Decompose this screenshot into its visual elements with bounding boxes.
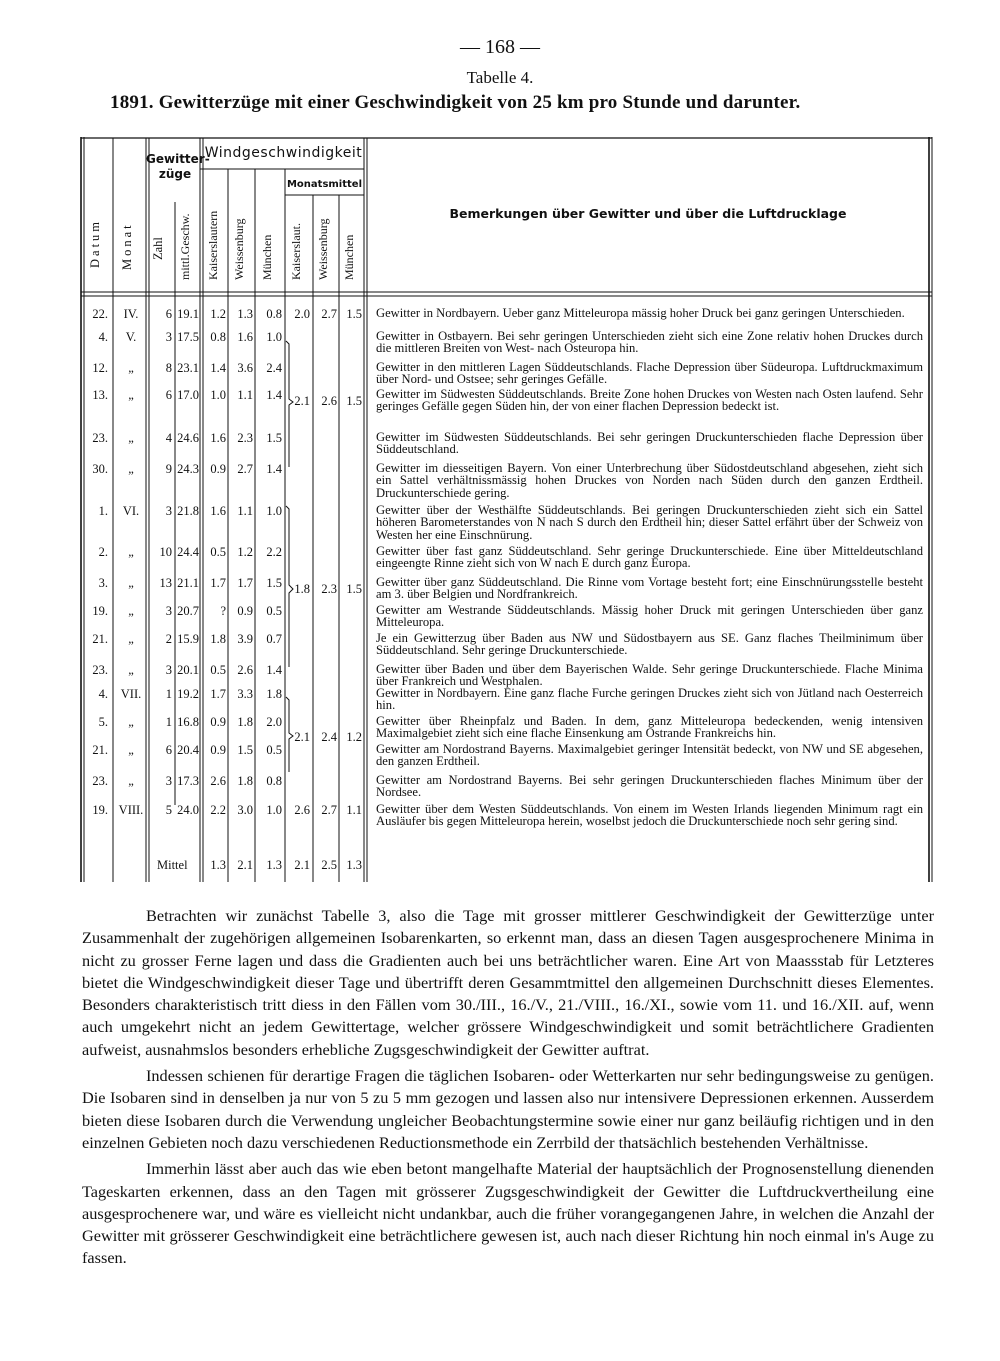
paragraph: Immerhin lässt aber auch das wie eben betont mangelhafte Material der hauptsächlich der Prognosenstellung dienenden Tageskarten erkennen, dass an den Tagen mit grösserer Zugsgeschwindigkeit der Gewitter die Luftdruckvertheilung eine ausgesprochenere war, und wäre es vielleicht nicht undankbar, auch die früher vorangegangenen Jahre, in welchen die Anzahl der Gewitter mit grösserer Geschwindigkeit eine beträchtlichere gewesen ist, auch nach dieser Richtung hin noch einmal in's Auge zu fassen.	[82, 1159, 934, 1268]
cell-remark: Gewitter im diesseitigen Bayern. Von einer Unterbrechung über Südostdeutschland abgesehen, zieht sich ein Sattel verhältnissmässig hohen Druckes von Norden nach Süden durch den ganzen Erdtheil. Druckunterschiede gering.	[376, 461, 923, 500]
mean-weissenburg: 2.7	[321, 803, 337, 817]
cell-monat: IV.	[123, 307, 139, 321]
cell-geschw: 20.1	[177, 663, 199, 677]
cell-kaiserslautern: 1.8	[210, 632, 226, 646]
cell-datum: 19.	[92, 604, 108, 618]
cell-kaiserslautern: 1.7	[210, 576, 226, 590]
mean-kaiserslaut: 1.8	[294, 582, 310, 596]
cell-monat: „	[128, 604, 134, 618]
cell-monat: „	[128, 361, 134, 375]
cell-kaiserslautern: 1.7	[210, 687, 226, 701]
cell-datum: 3.	[98, 576, 108, 590]
cell-remark: Gewitter in den mittleren Lagen Süddeutschlands. Flache Depression über Südeuropa. Luftdruckmaximum über Nord- und Ostsee; sehr geringes Gefälle.	[376, 360, 923, 387]
cell-datum: 1.	[98, 504, 108, 518]
cell-weissenburg: 0.9	[237, 604, 253, 618]
cell-geschw: 20.4	[177, 743, 199, 757]
cell-weissenburg: 3.9	[237, 632, 253, 646]
cell-muenchen: 1.4	[266, 388, 282, 402]
mean-kaiserslaut: 2.1	[294, 394, 310, 408]
cell-muenchen: 2.2	[266, 545, 282, 559]
cell-zahl: 3	[165, 330, 172, 344]
cell-datum: 21.	[92, 743, 108, 757]
cell-zahl: 9	[165, 462, 172, 476]
header-kaiserslautern: Kaiserslautern	[206, 210, 220, 280]
header-windgeschwindigkeit: Windgeschwindigkeit	[204, 145, 363, 161]
cell-kaiserslautern: 1.0	[210, 388, 226, 402]
mean-muenchen: 1.5	[346, 307, 362, 321]
cell-weissenburg: 1.1	[237, 504, 253, 518]
cell-zahl: 2	[165, 632, 172, 646]
header-gewitterzuege: Gewitter-züge	[146, 152, 210, 181]
cell-datum: 12.	[92, 361, 108, 375]
cell-monat: „	[128, 743, 134, 757]
cell-remark: Gewitter in Nordbayern. Ueber ganz Mitteleuropa mässig hoher Druck bei ganz geringen Unterschieden.	[376, 306, 905, 320]
header-weissenburg-2: Weissenburg	[316, 218, 330, 280]
cell-remark: Gewitter im Südwesten Süddeutschlands. Bei sehr geringen Druckunterschieden flache Depression über Süddeutschland.	[376, 430, 923, 457]
cell-zahl: 1	[165, 687, 172, 701]
cell-zahl: 10	[159, 545, 172, 559]
mean-muenchen: 1.5	[346, 582, 362, 596]
cell-remark: Gewitter über ganz Süddeutschland. Die Rinne vom Vortage besteht fort; eine Einschnürungsstelle besteht am 3. über Belgien und Nordfrankreich.	[376, 575, 923, 602]
header-bemerkungen: Bemerkungen über Gewitter und über die Luftdrucklage	[449, 206, 847, 221]
cell-weissenburg: 1.8	[237, 774, 253, 788]
mean-kaiserslaut: 2.6	[294, 803, 310, 817]
cell-monat: „	[128, 431, 134, 445]
cell-datum: 30.	[92, 462, 108, 476]
cell-zahl: 6	[165, 388, 172, 402]
cell-geschw: 19.1	[177, 307, 199, 321]
cell-weissenburg: 3.0	[237, 803, 253, 817]
cell-datum: 4.	[98, 330, 108, 344]
cell-geschw: 17.3	[177, 774, 199, 788]
cell-geschw: 24.0	[177, 803, 199, 817]
cell-kaiserslautern: 1.4	[210, 361, 226, 375]
cell-muenchen: 1.4	[266, 462, 282, 476]
mean-kaiserslaut: 2.1	[294, 730, 310, 744]
cell-monat: VI.	[122, 504, 140, 518]
cell-weissenburg: 3.3	[237, 687, 253, 701]
cell-zahl: 8	[165, 361, 172, 375]
header-kaiserslaut: Kaiserslaut.	[289, 223, 303, 280]
cell-kaiserslautern: 1.2	[210, 307, 226, 321]
body-text	[82, 905, 934, 1270]
cell-remark: Gewitter am Nordostrand Bayerns. Maximalgebiet geringer Intensität bedeckt, von NW und SE abgesehen, den ganzen Erdtheil.	[376, 742, 923, 769]
cell-weissenburg: 1.5	[237, 743, 253, 757]
paragraph: Betrachten wir zunächst Tabelle 3, also die Tage mit grosser mittlerer Geschwindigkeit der Gewitterzüge unter Zusammenhalt der zugehörigen allgemeinen Isobarenkarten, so erkennt man, dass an diesen Tagen ausgesprochenere Minima in nicht zu grosser Ferne lagen und dass die Gradienten auch bei uns beträchtlicher waren. Eine Art von Maassstab für Letzteres bietet die Windgeschwindigkeit dieser Tage und übertrifft deren Gesammtmittel den allgemeinen Durchschnitt dieses Elementes. Besonders charakteristisch tritt diess in den Fällen vom 30./III., 16./V., 21./VIII., 16./XI., sowie vom 11. und 16./XII. auf, wenn auch umgekehrt nicht an jedem Gewittertage, welcher grössere Windgeschwindigkeit und somit beträchtlichere Gradienten aufweist, ausnahmslos besonders erhebliche Zugsgeschwindigkeit der Gewitter auftrat.	[82, 906, 934, 1059]
cell-geschw: 17.5	[177, 330, 199, 344]
cell-kaiserslautern: 0.5	[210, 545, 226, 559]
cell-monat: „	[128, 576, 134, 590]
mittel-w: 2.1	[237, 858, 253, 872]
cell-geschw: 19.2	[177, 687, 199, 701]
cell-kaiserslautern: 2.2	[210, 803, 226, 817]
cell-remark: Gewitter über dem Westen Süddeutschlands. Von einem im Westen Irlands liegenden Minimum ragt ein Ausläufer bis gegen Mitteleuropa herein, woselbst jedoch die Druckunterschiede noch sehr gering sind.	[376, 802, 923, 829]
cell-muenchen: 1.5	[266, 576, 282, 590]
cell-weissenburg: 1.3	[237, 307, 253, 321]
cell-monat: VII.	[120, 687, 142, 701]
cell-geschw: 24.4	[177, 545, 199, 559]
cell-datum: 5.	[98, 715, 108, 729]
cell-monat: „	[128, 774, 134, 788]
cell-kaiserslautern: 0.9	[210, 715, 226, 729]
cell-kaiserslautern: 0.9	[210, 462, 226, 476]
cell-monat: „	[128, 462, 134, 476]
cell-remark: Gewitter am Nordostrand Bayerns. Bei sehr geringen Druckunterschieden flaches Minimum über der Nordsee.	[376, 773, 923, 800]
cell-zahl: 1	[165, 715, 172, 729]
cell-muenchen: 1.4	[266, 663, 282, 677]
cell-weissenburg: 1.7	[237, 576, 253, 590]
mean-weissenburg: 2.7	[321, 307, 337, 321]
mittel-mw: 2.5	[321, 858, 337, 872]
cell-remark: Gewitter über Baden und über dem Bayerischen Walde. Sehr geringe Druckunterschiede. Flache Minima über Frankreich und Westphalen.	[376, 662, 923, 689]
cell-datum: 21.	[92, 632, 108, 646]
cell-zahl: 3	[165, 774, 172, 788]
cell-muenchen: 0.5	[266, 604, 282, 618]
mittel-label: Mittel	[157, 858, 188, 872]
mittel-m: 1.3	[266, 858, 282, 872]
cell-monat: V.	[125, 330, 137, 344]
cell-kaiserslautern: 0.9	[210, 743, 226, 757]
header-weissenburg: Weissenburg	[232, 218, 246, 280]
cell-muenchen: 2.4	[266, 361, 282, 375]
mean-weissenburg: 2.6	[321, 394, 337, 408]
cell-kaiserslautern: ?	[220, 604, 226, 618]
header-monatsmittel: Monatsmittel	[286, 179, 363, 190]
cell-geschw: 21.8	[177, 504, 199, 518]
mittel-mk: 2.1	[294, 858, 310, 872]
cell-remark: Je ein Gewitterzug über Baden aus NW und Südostbayern aus SE. Ganz flaches Theilminimum über Süddeutschland. Sehr geringe Druckunterschiede.	[376, 631, 923, 658]
mittel-k: 1.3	[210, 858, 226, 872]
cell-geschw: 24.3	[177, 462, 199, 476]
cell-monat: VIII.	[118, 803, 144, 817]
cell-datum: 23.	[92, 663, 108, 677]
cell-weissenburg: 1.8	[237, 715, 253, 729]
mean-muenchen: 1.5	[346, 394, 362, 408]
cell-datum: 23.	[92, 431, 108, 445]
cell-muenchen: 0.5	[266, 743, 282, 757]
cell-zahl: 5	[165, 803, 172, 817]
cell-zahl: 3	[165, 663, 172, 677]
cell-monat: „	[128, 388, 134, 402]
cell-geschw: 15.9	[177, 632, 199, 646]
cell-zahl: 3	[165, 604, 172, 618]
cell-muenchen: 1.0	[266, 504, 282, 518]
header-muenchen: München	[260, 234, 274, 280]
cell-datum: 23.	[92, 774, 108, 788]
cell-geschw: 20.7	[177, 604, 199, 618]
data-table	[80, 137, 933, 882]
cell-remark: Gewitter über der Westhälfte Süddeutschlands. Bei geringen Druckunterschieden zieht sich ein Sattel höheren Barometerstandes von N nach S durch den Erdtheil hin; dieser Sattel erfährt über der Schweiz von Westen her eine Einschnürung.	[376, 503, 923, 542]
cell-muenchen: 0.8	[266, 307, 282, 321]
cell-muenchen: 2.0	[266, 715, 282, 729]
cell-muenchen: 1.5	[266, 431, 282, 445]
cell-datum: 2.	[98, 545, 108, 559]
cell-zahl: 6	[165, 743, 172, 757]
cell-muenchen: 0.8	[266, 774, 282, 788]
cell-kaiserslautern: 0.5	[210, 663, 226, 677]
mean-muenchen: 1.1	[346, 803, 362, 817]
cell-datum: 22.	[92, 307, 108, 321]
cell-monat: „	[128, 545, 134, 559]
cell-muenchen: 1.8	[266, 687, 282, 701]
mean-weissenburg: 2.3	[321, 582, 337, 596]
header-datum: Datum	[88, 218, 102, 268]
cell-weissenburg: 3.6	[237, 361, 253, 375]
mittel-mm: 1.3	[346, 858, 362, 872]
cell-remark: Gewitter im Südwesten Süddeutschlands. Breite Zone hohen Druckes von Westen nach Osten laufend. Sehr geringes Gefälle gegen Süden hin, der von einer flachen Depression bedeckt ist.	[376, 387, 923, 414]
paragraph: Indessen schienen für derartige Fragen die täglichen Isobaren- oder Wetterkarten nur sehr bedingungsweise zu genügen. Die Isobaren sind in denselben ja nur von 5 zu 5 mm gezogen und lassen also nur intensivere Depressionen erkennen. Ausserdem bieten diese Isobaren durch die Verwendung ungleicher Beobachtungstermine sowie einer nur ganz beiläufig richtigen und in den einzelnen Gebieten noch dazu verschiedenen Reductionsmethode ein Zerrbild der thatsächlich bestehenden Verhältnisse.	[82, 1066, 934, 1152]
table-label: Tabelle 4.	[466, 68, 534, 87]
cell-geschw: 21.1	[177, 576, 199, 590]
cell-remark: Gewitter über fast ganz Süddeutschland. Sehr geringe Druckunterschiede. Eine über Mitteldeutschland eingeengte Rinne zieht sich von W nach E durch ganz Europa.	[376, 544, 923, 571]
cell-datum: 4.	[98, 687, 108, 701]
mean-kaiserslaut: 2.0	[294, 307, 310, 321]
cell-weissenburg: 2.6	[237, 663, 253, 677]
cell-kaiserslautern: 2.6	[210, 774, 226, 788]
header-muenchen-2: München	[342, 234, 356, 280]
cell-muenchen: 0.7	[266, 632, 282, 646]
header-zahl: Zahl	[151, 237, 165, 260]
cell-zahl: 4	[165, 431, 172, 445]
cell-weissenburg: 2.3	[237, 431, 253, 445]
cell-zahl: 13	[159, 576, 172, 590]
cell-kaiserslautern: 1.6	[210, 431, 226, 445]
cell-remark: Gewitter über Rheinpfalz und Baden. In dem, ganz Mitteleuropa bedeckenden, wenig intensiven Maximalgebiet zieht sich eine flache Einsenkung am Ostrande Frankreichs hin.	[376, 714, 923, 741]
cell-remark: Gewitter am Westrande Süddeutschlands. Mässig hoher Druck mit geringen Unterschieden über ganz Mitteleuropa.	[376, 603, 923, 630]
cell-zahl: 6	[165, 307, 172, 321]
cell-geschw: 16.8	[177, 715, 199, 729]
cell-muenchen: 1.0	[266, 330, 282, 344]
cell-kaiserslautern: 1.6	[210, 504, 226, 518]
cell-geschw: 24.6	[177, 431, 199, 445]
cell-datum: 19.	[92, 803, 108, 817]
cell-datum: 13.	[92, 388, 108, 402]
cell-geschw: 17.0	[177, 388, 199, 402]
cell-weissenburg: 1.2	[237, 545, 253, 559]
cell-weissenburg: 1.6	[237, 330, 253, 344]
mean-muenchen: 1.2	[346, 730, 362, 744]
cell-muenchen: 1.0	[266, 803, 282, 817]
cell-monat: „	[128, 663, 134, 677]
page-heading: 1891. Gewitterzüge mit einer Geschwindigkeit von 25 km pro Stunde und darunter.	[110, 92, 801, 113]
header-mittl-geschw: mittl.Geschw.	[178, 213, 192, 280]
cell-remark: Gewitter in Nordbayern. Eine ganz flache Furche geringen Druckes zieht sich von Jütland nach Oesterreich hin.	[376, 686, 923, 713]
header-monat: Monat	[120, 222, 134, 270]
cell-monat: „	[128, 632, 134, 646]
mean-weissenburg: 2.4	[321, 730, 337, 744]
cell-monat: „	[128, 715, 134, 729]
cell-geschw: 23.1	[177, 361, 199, 375]
cell-weissenburg: 2.7	[237, 462, 253, 476]
cell-kaiserslautern: 0.8	[210, 330, 226, 344]
cell-remark: Gewitter in Ostbayern. Bei sehr geringen Unterschieden zieht sich eine Zone relativ hohen Druckes durch die mittleren Breiten von West- nach Osteuropa hin.	[376, 329, 923, 356]
cell-weissenburg: 1.1	[237, 388, 253, 402]
cell-zahl: 3	[165, 504, 172, 518]
page-number: — 168 —	[460, 36, 540, 58]
